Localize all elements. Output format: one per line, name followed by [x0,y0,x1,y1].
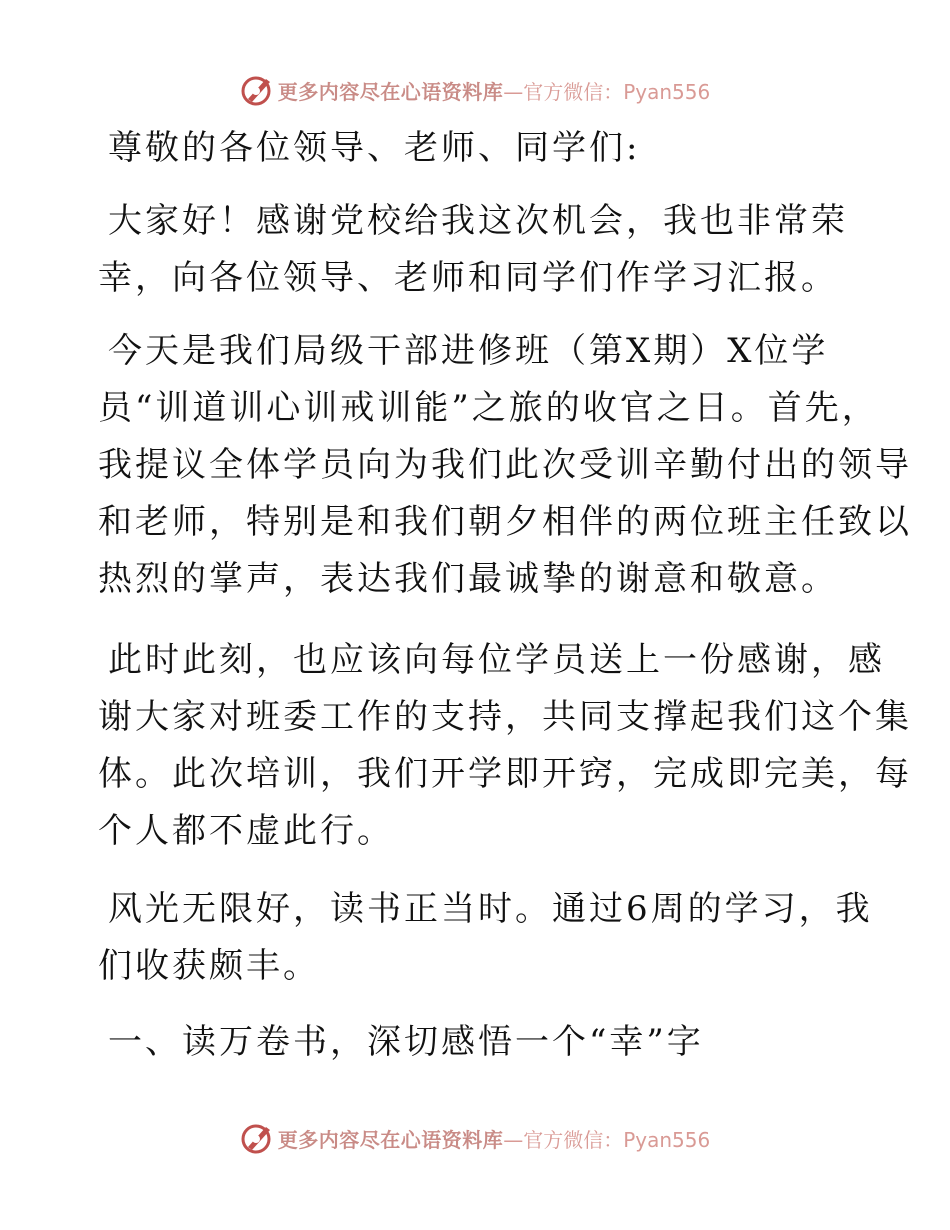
watermark-contact: —官方微信：Pyan556 [503,79,711,104]
salutation: 尊敬的各位领导、老师、同学们: [108,128,641,168]
paragraph-line: 体。此次培训，我们开学即开窍，完成即完美，每 [98,754,912,794]
paragraph-line: 谢大家对班委工作的支持，共同支撑起我们这个集 [98,697,912,737]
footer-watermark [0,1118,950,1158]
paragraph-line: 们收获颇丰。 [98,946,320,986]
watermark-contact: —官方微信：Pyan556 [503,1127,711,1152]
paragraph-line: 员“训道训心训戒训能”之旅的收官之日。首先， [98,388,879,428]
paragraph-line: 和老师，特别是和我们朝夕相伴的两位班主任致以 [98,502,912,542]
header-watermark [0,70,950,110]
paragraph-line: 个人都不虚此行。 [98,811,394,851]
paragraph-line: 风光无限好，读书正当时。通过6周的学习，我 [108,889,873,929]
pen-logo-icon [240,73,274,107]
section-heading: 一、读万卷书，深切感悟一个“幸”字 [108,1022,704,1062]
paragraph-line: 热烈的掌声，表达我们最诚挚的谢意和敬意。 [98,559,838,599]
paragraph-line: 大家好！感谢党校给我这次机会，我也非常荣 [108,201,848,241]
paragraph-line: 此时此刻，也应该向每位学员送上一份感谢，感 [108,640,885,680]
watermark-text: 更多内容尽在心语资料库 [277,1127,504,1152]
paragraph-line: 我提议全体学员向为我们此次受训辛勤付出的领导 [98,445,912,485]
paragraph-line: 幸，向各位领导、老师和同学们作学习汇报。 [98,258,838,298]
pen-logo-icon [240,1121,274,1155]
watermark-text: 更多内容尽在心语资料库 [277,79,504,104]
paragraph-line: 今天是我们局级干部进修班（第X期）X位学 [108,331,829,371]
